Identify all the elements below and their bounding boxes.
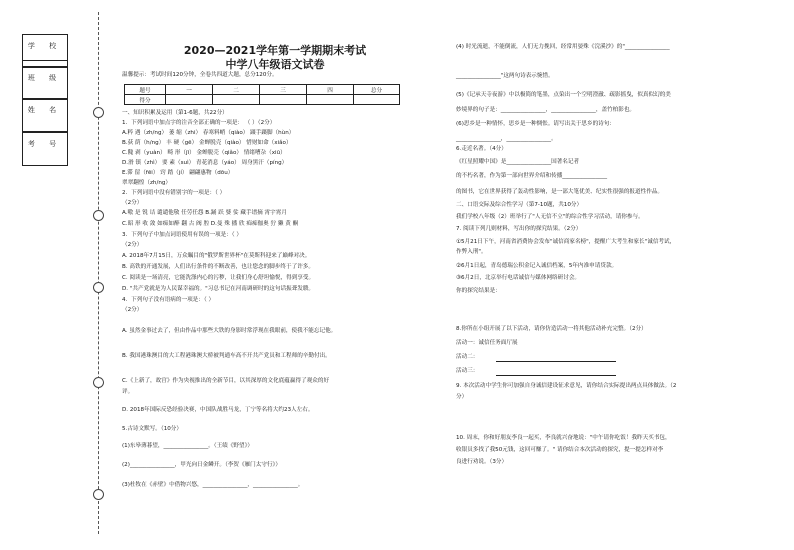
question-3-option-a: A. 2018年7月15日，万众瞩目的"俄罗斯世界杯"在莫斯科迎来了巅峰对决。 [122, 253, 311, 259]
exam-notice: 温馨提示：考试时间120分钟，全卷共四道大题，总分120分。 [122, 72, 278, 78]
question-4-option-c-cont: 评。 [122, 389, 134, 395]
score-table-score-row [125, 95, 400, 105]
question-7-stem: 7. 阅读下列几则材料，写出你的探究结果。（2分） [456, 226, 582, 232]
question-3-points: （2分） [122, 242, 143, 248]
question-2-points: （2分） [122, 200, 143, 206]
question-7-material-1: ①5月21日下午，河南省消费协会发布"诚信商家名榜"，提醒广大考生和家长"诚信考试， [456, 239, 676, 245]
score-cell[interactable] [307, 95, 354, 105]
question-10-stem: 10. 周末，你和好朋友李良一起买，李良就兴奋地说："中午请你吃饭！我昨天买书包， [456, 435, 671, 441]
exam-title: 2020—2021学年第一学期期末考试 [183, 44, 367, 57]
binding-hole [93, 282, 104, 293]
question-2-stem: 2．下列词语中没有错别字的一项是：（ ） [122, 190, 226, 196]
score-table-header-row [125, 85, 400, 95]
question-1-continuation: 翠翠翻惶（zh/ng） [122, 180, 172, 186]
question-1-stem: 1．下列词语中加点字的注音全部正确的一项是： （ ）（2分） [122, 120, 276, 126]
section-one-heading: 一、知识积累及运用（第1-6题，共22分） [122, 110, 228, 116]
score-table [124, 84, 400, 105]
question-4-option-a: A. 虽然金事过去了，但由作品中那些大铁的身影时常浮现在我眼前，使我不能忘记他。 [122, 328, 337, 334]
question-8-activity-1: 活动一：诚信任务面厅展 [456, 340, 518, 346]
question-2-options-cd: C.昭 形 收 敛 如痴如醉 翻 古 阀 腔 D.曼 殊 播 欣 痴痴伽奥 狞 獭 黄 酮 [122, 221, 299, 227]
question-4-option-c: C.《上新了，故宫》作为央视推出的全新节目，以其深厚的文化底蕴赢得了观众的好 [122, 378, 330, 384]
question-1-option-a: A.粹 遇（zh/ng） 萎 缩（zhi） 春寒料峭（qiào） 蹑手蹑脚（hùn） [122, 130, 295, 136]
section-two-intro: 我们学校八年级（2）班举行了"人无信不立"的综合性学习活动，请你参与。 [456, 214, 644, 220]
question-7-material-1-cont: 作弊入刑"。 [456, 249, 487, 255]
question-4-stem: 4．下列句子没有语病的一项是：（ ） [122, 297, 215, 303]
question-3-stem: 3．下列句子中加点词语使用有误的一项是：（ ） [122, 232, 243, 238]
question-5-item-4-cont: ________________"这两句诗表示惋惜。 [456, 73, 554, 79]
question-8-activity-3: 活动三： [456, 368, 479, 374]
question-10-stem-cont-2: 良进行劝说。（3分） [456, 459, 508, 465]
question-4-option-b: B. 我国港珠澳目的大工程港珠澳大桥被判通车高不开共产党员和工程师的辛勤付出。 [122, 353, 331, 359]
question-6-line-1: 《红星照耀中国》是________________国著名记者 [456, 159, 580, 165]
score-cell[interactable] [213, 95, 260, 105]
question-5-item-2: (2)________________，甲光向日金鳞开。（李贺《雁门太守行》） [122, 462, 281, 468]
score-header-cell: 一 [166, 85, 213, 95]
question-4-option-d: D. 2018年国际反恐经验决赛，中国队战胜马龙，丁宁等名将大约23人左右。 [122, 407, 314, 413]
question-5-stem: 5.古诗文默写。（10分） [122, 426, 182, 432]
question-7-material-2: ②6月1日起，青岛德瑞公积金记入诚信档案，5年内准申请贷款。 [456, 263, 618, 269]
question-8-stem: 8.你所在小组开展了以下活动，请你仿造活动一将其他活动补充完整。（2分） [456, 326, 647, 332]
question-10-stem-cont-1: 收银员多找了我50元钱，这回可赚了。" 请你结合本次活动的探究，提一提怎样对李 [456, 447, 664, 453]
section-two-heading: 二、口语交际及综合性学习（第7-10题，共10分） [456, 202, 583, 208]
question-1-option-e: E.滞 留（fēi） 窍 踏（jí） 翩翩惠物（dōu） [122, 170, 234, 176]
name-label-box [22, 98, 68, 132]
school-label-box [22, 34, 68, 68]
question-5-item-4: (4) 时光流逝，不能倒流，人们无力挽回，经常用晏殊《浣溪沙》的"________________ [456, 44, 670, 50]
question-5-item-6-blank: ________________，________________。 [456, 136, 557, 142]
binding-hole [93, 107, 104, 118]
school-label: 学 校 [27, 42, 63, 50]
question-3-option-d: D. "共产党就是为人民谋幸福的。"习总书记在河南调研时的这句话振聋发聩。 [122, 286, 315, 292]
school-field-line [22, 60, 68, 61]
name-label: 姓 名 [27, 106, 63, 114]
exam-number-label: 考 号 [27, 140, 63, 148]
question-5-item-6: (6)思乡是一种情怀，思乡是一种惆怅。请写出关于思乡的诗句： [456, 121, 615, 127]
activity-2-answer-line[interactable] [496, 361, 616, 362]
dashed-binding-line [98, 12, 99, 534]
class-label-box [22, 66, 68, 100]
question-1-option-c: C.隗 剥（yuàn） 畸 形（jī） 金蝉脱壳（qiǎo） 情绪嘈杂（xiū） [122, 150, 286, 156]
score-header-cell: 总分 [354, 85, 400, 95]
question-9-stem: 9. 本次活动中学生你可加强自身诚信建设征求意见，请你结合实际提出两点具体做法。（2 [456, 383, 677, 389]
question-3-option-c: C. 阅读是一场清亮，它能洗涤内心的污秽，让我们身心舒坦愉悦，得到享受。 [122, 275, 315, 281]
question-5-item-5: (5)《记承天寺夜游》中以极简的笔墨，点染出一个空明澄澈、疏影摇曳，似真似幻的美 [456, 92, 671, 98]
score-cell[interactable] [166, 95, 213, 105]
binding-hole [93, 489, 104, 500]
question-6-line-2: 的不朽名著，作为第一部向世界介绍和传播________________ [456, 173, 608, 179]
exam-subtitle: 中学八年级语文试卷 [225, 58, 325, 71]
question-4-points: （2分） [122, 307, 143, 313]
question-7-answer-label: 你的探究结果是： [456, 288, 501, 294]
score-cell[interactable] [260, 95, 307, 105]
question-5-item-3: (3)杜牧在《赤壁》中借物兴悠，________________，________________。 [122, 482, 304, 488]
question-2-options-ab: A.嗷 是 锐 诘 谴谴他敬 任劳任怨 B.踊 跃 婆 娑 藏手谱摘 霄宇霄月 [122, 210, 287, 216]
score-header-cell: 四 [307, 85, 354, 95]
class-label: 班 级 [27, 74, 63, 82]
question-3-option-b: B. 高铁的开通发展，人们出行条件的不断改善，也让您念的脚步终于了许多。 [122, 264, 314, 270]
question-9-stem-cont: 分） [456, 394, 468, 400]
score-cell[interactable] [354, 95, 400, 105]
binding-hole [93, 377, 104, 388]
question-1-option-d: D.滑 镇（zhì） 要 素（suì） 青花消息（yáo） 周身黑汗（píng） [122, 160, 288, 166]
binding-hole [93, 210, 104, 221]
score-row-label: 得分 [125, 95, 166, 105]
activity-3-answer-line[interactable] [496, 375, 616, 376]
question-8-activity-2: 活动二： [456, 354, 479, 360]
question-6-line-3: 的图书，它在世界获得了轰动性影响，是一部大笔优美、纪实性很强的报道性作品。 [456, 189, 663, 195]
exam-number-label-box [22, 132, 68, 166]
question-7-material-3: ③6月2日，北京举行电话诚信与媒体网络研讨会。 [456, 275, 581, 281]
score-header-cell: 三 [260, 85, 307, 95]
score-header-cell: 题号 [125, 85, 166, 95]
question-5-item-1: (1)东皋薄暮望，________________。（王绩《野望》） [122, 443, 253, 449]
question-1-option-b: B.荻 荫（h/ng） 丰 硬（gē） 金蝉脱壳（qiào） 惜财如命（xiǎo） [122, 140, 292, 146]
question-5-item-5-cont: 妙境界的句子是：________________，________________，盖竹柏影也。 [456, 107, 636, 113]
question-6-stem: 6.走近名著。（4分） [456, 146, 507, 152]
score-header-cell: 二 [213, 85, 260, 95]
